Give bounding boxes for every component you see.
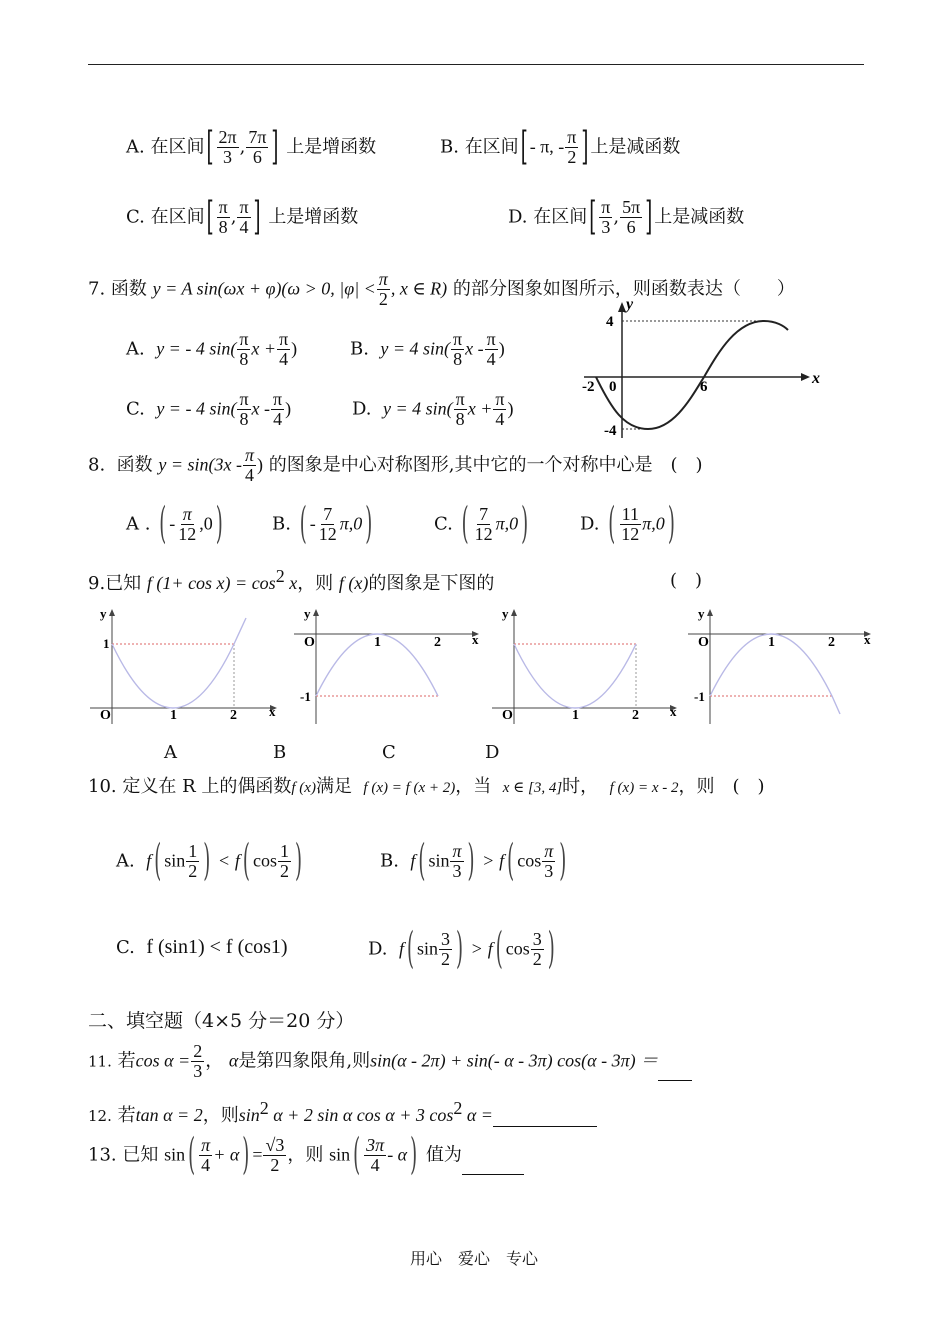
q10-option-a: A. f ( sin $\frac{1}{2}$ ) < f ( cos $\frac{1}{2}$ ) bbox=[116, 836, 302, 887]
sine-curve bbox=[596, 321, 788, 429]
q8-option-b: B. ( - $\frac{7}{12}$ π,0 ) bbox=[272, 499, 373, 550]
q6-option-b: B. 在区间 [ - π, - $\frac{\pi}{2}$ ] 上是减函数 bbox=[440, 124, 681, 171]
q9-graph-c bbox=[488, 604, 684, 732]
q8-option-d: D. ( $\frac{11}{12}$ π,0 ) bbox=[580, 499, 675, 550]
q9-label-a: A bbox=[164, 742, 177, 763]
tick-4: 4 bbox=[606, 314, 614, 330]
q7-option-c: C. y = - 4 sin( $\frac{\pi}{8}$ x - $\frac{\pi}{4}$ ) bbox=[126, 389, 292, 429]
y-arrow bbox=[707, 609, 713, 616]
svg-text:2: 2 bbox=[632, 708, 639, 723]
svg-text:O: O bbox=[502, 708, 513, 723]
svg-text:-1: -1 bbox=[300, 689, 311, 704]
svg-text:-1: -1 bbox=[694, 689, 705, 704]
tick-minus-2: -2 bbox=[582, 379, 595, 395]
svg-text:x: x bbox=[864, 632, 871, 647]
q10-option-d: D. f ( sin $\frac{3}{2}$ ) > f ( cos $\frac{3}{2}$ ) bbox=[368, 924, 555, 975]
svg-text:1: 1 bbox=[374, 635, 381, 650]
svg-text:O: O bbox=[100, 708, 111, 723]
q8-option-c: C. ( $\frac{7}{12}$ π,0 ) bbox=[434, 499, 529, 550]
q7-option-b: B. y = 4 sin( $\frac{\pi}{8}$ x - $\frac{\pi}{4}$ ) bbox=[350, 329, 505, 369]
q10-option-c: C. f (sin1) < f (cos1) bbox=[116, 936, 288, 958]
y-arrow bbox=[511, 609, 517, 616]
q9-label-c: C bbox=[382, 742, 396, 763]
q9-graph-b bbox=[290, 604, 486, 732]
svg-text:1: 1 bbox=[170, 708, 177, 723]
q9-graph-a bbox=[86, 604, 286, 732]
q6-option-c: C. 在区间 [ $\frac{\pi}{8}$ , $\frac{\pi}{4}$ ] 上是增函数 bbox=[126, 194, 359, 241]
q8-stem: 8. 函数 y = sin(3x - $\frac{\pi}{4}$ ) 的图象是中心对称图形,其中它的一个对称中心是 ( ) bbox=[88, 445, 703, 485]
q13: 13. 已知 sin ( $\frac{\pi}{4}$ + α ) = $\frac{√3}{2}$ ，则 sin ( $\frac{3\pi}{4}$ - α ) 值为 bbox=[88, 1136, 524, 1175]
origin: 0 bbox=[609, 379, 617, 395]
tick-6: 6 bbox=[700, 379, 708, 395]
svg-text:y: y bbox=[304, 606, 311, 621]
y-arrow bbox=[109, 609, 115, 616]
tick-minus-4: -4 bbox=[604, 423, 617, 439]
q7-sine-graph bbox=[576, 298, 834, 448]
svg-text:y: y bbox=[100, 606, 107, 621]
svg-text:1: 1 bbox=[103, 636, 110, 651]
q7-option-d: D. y = 4 sin( $\frac{\pi}{8}$ x + $\frac{\pi}{4}$ ) bbox=[352, 389, 514, 429]
y-arrow bbox=[313, 609, 319, 616]
svg-text:y: y bbox=[698, 606, 705, 621]
q7-stem: 7. 函数 y = A sin(ωx + φ)(ω > 0, |φ| < $\frac{\pi}{2}$ , x ∈ R) 的部分图象如图所示，则函数表达（ ） bbox=[88, 269, 795, 309]
x-label: x bbox=[812, 370, 820, 387]
svg-text:2: 2 bbox=[828, 635, 835, 650]
q6-option-a: A. 在区间 [ $\frac{2\pi}{3}$ , $\frac{7\pi}{6}$ ] 上是增函数 bbox=[126, 124, 377, 171]
svg-text:O: O bbox=[304, 635, 315, 650]
section-fill-in-title: 二、填空题（4×5 分＝20 分） bbox=[88, 1010, 355, 1032]
q12: 12. 若tan α = 2，则$\sin^2 \alpha + 2$ sin α cos α + 3 $\cos^2 \alpha$ = bbox=[88, 1098, 597, 1127]
q8-option-a: A . ( - $\frac{\pi}{12}$ ,0 ) bbox=[126, 499, 223, 550]
curve bbox=[710, 634, 840, 714]
svg-text:y: y bbox=[502, 606, 509, 621]
q9-stem: 9.已知 f $(1+ \cos x) = \cos^2 x$，则 f (x)的图象是下图的 bbox=[88, 566, 495, 594]
svg-text:x: x bbox=[269, 704, 276, 719]
q13-blank[interactable] bbox=[462, 1158, 524, 1175]
svg-text:1: 1 bbox=[572, 708, 579, 723]
q9-answer-paren: ( ) bbox=[670, 570, 703, 591]
q9-graph-d bbox=[684, 604, 880, 732]
q10-stem: 10. 定义在 R 上的偶函数f (x)满足 f (x) = f (x + 2)，当 x ∈ [3, 4]时， f (x) = x - 2，则 ( ) bbox=[88, 776, 765, 797]
svg-text:O: O bbox=[698, 635, 709, 650]
svg-text:2: 2 bbox=[434, 635, 441, 650]
svg-text:x: x bbox=[670, 704, 677, 719]
svg-text:x: x bbox=[472, 632, 479, 647]
q7-option-a: A. y = - 4 sin( $\frac{\pi}{8}$ x + $\frac{\pi}{4}$ ) bbox=[126, 329, 298, 369]
x-axis-arrow bbox=[801, 373, 810, 381]
q12-blank[interactable] bbox=[493, 1110, 597, 1127]
q11-blank[interactable] bbox=[658, 1064, 692, 1081]
y-axis-arrow bbox=[618, 302, 626, 312]
q9-label-b: B bbox=[273, 742, 287, 763]
q6-option-d: D. 在区间 [ $\frac{\pi}{3}$ , $\frac{5\pi}{6}$ ] 上是减函数 bbox=[508, 194, 745, 241]
svg-text:2: 2 bbox=[230, 708, 237, 723]
q10-option-b: B. f ( sin $\frac{\pi}{3}$ ) > f ( cos $\frac{\pi}{3}$ ) bbox=[380, 836, 567, 887]
page-footer: 用心 爱心 专心 bbox=[410, 1249, 539, 1268]
curve bbox=[112, 618, 246, 708]
header-rule bbox=[88, 64, 864, 65]
curve bbox=[514, 644, 636, 708]
svg-text:1: 1 bbox=[768, 635, 775, 650]
y-label: y bbox=[626, 298, 634, 313]
q11: 11. 若cos α = $\frac{2}{3}$ ， α是第四象限角,则sin(α - 2π) + sin(- α - 3π) cos(α - 3π) ＝ bbox=[88, 1042, 692, 1081]
q9-label-d: D bbox=[485, 742, 500, 763]
